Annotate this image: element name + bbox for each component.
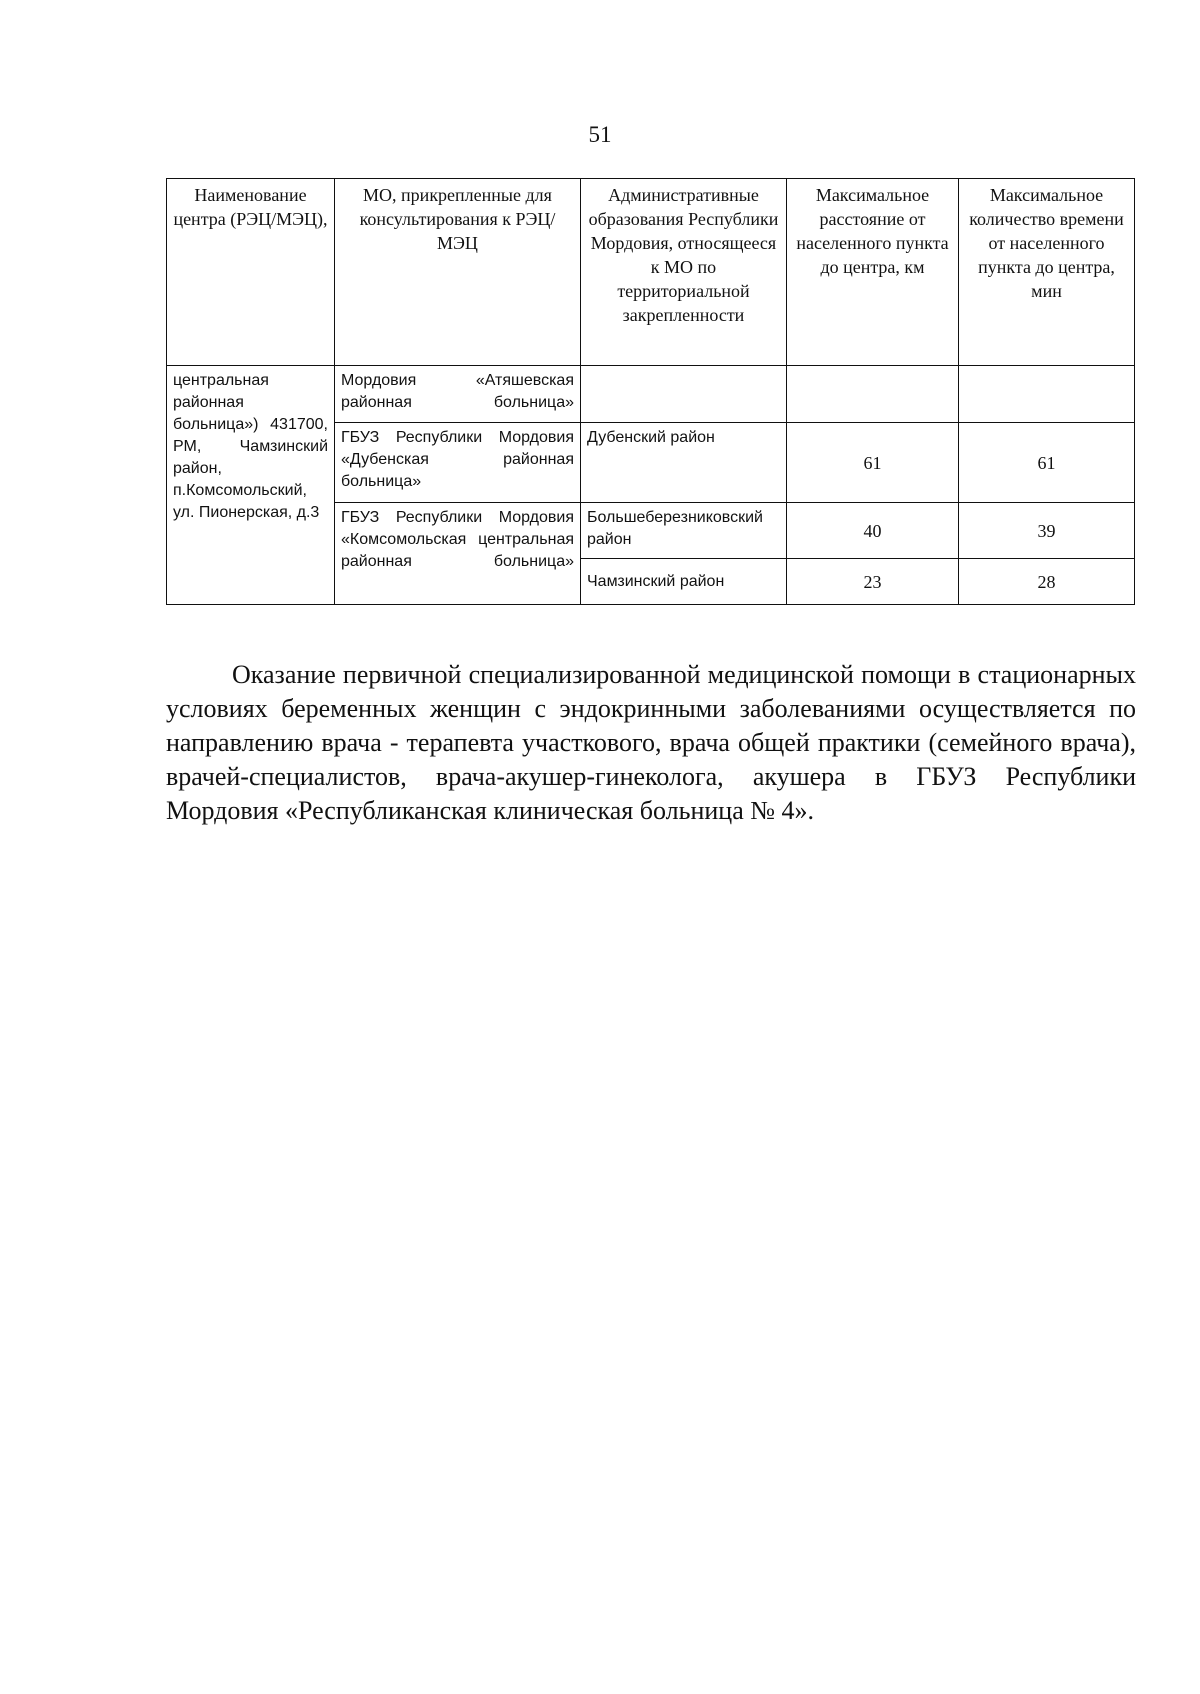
header-max-distance: Максимальное расстояние от населенного пункта до центра, км xyxy=(787,179,959,366)
time-cell: 61 xyxy=(959,423,1135,503)
time-cell: 39 xyxy=(959,503,1135,559)
header-center-name: Наименование центра (РЭЦ/МЭЦ), xyxy=(167,179,335,366)
table-row xyxy=(167,366,1135,423)
admin-cell: Чамзинский район xyxy=(581,559,787,605)
body-paragraph: Оказание первичной специализированной медицинской помощи в стационарных условиях беременных женщин с эндокринными заболеваниями осуществляется по направлению врача - терапевта участкового, врача общей практики (семейного врача), врачей-специалистов, врача-акушер-гинеколога, акушера в ГБУЗ Республики Мордовия «Республиканская клиническая больница № 4». xyxy=(166,660,1136,825)
center-address-cell: центральная районная больница») 431700, РМ, Чамзинский район, п.Комсомольский, ул. Пионерская, д.3 xyxy=(167,366,335,605)
admin-cell xyxy=(581,366,787,423)
distance-cell: 61 xyxy=(787,423,959,503)
mo-cell: ГБУЗ Республики Мордовия «Дубенская районная больница» xyxy=(335,423,581,503)
header-max-time: Максимальное количество времени от населенного пункта до центра, мин xyxy=(959,179,1135,366)
distance-cell xyxy=(787,366,959,423)
time-cell: 28 xyxy=(959,559,1135,605)
header-mo: МО, прикрепленные для консультирования к РЭЦ/МЭЦ xyxy=(335,179,581,366)
table-header-row xyxy=(167,179,1135,366)
mo-cell: ГБУЗ Республики Мордовия «Комсомольская центральная районная больница» xyxy=(335,503,581,605)
distance-cell: 40 xyxy=(787,503,959,559)
distance-cell: 23 xyxy=(787,559,959,605)
admin-cell: Дубенский район xyxy=(581,423,787,503)
admin-cell: Большеберезниковский район xyxy=(581,503,787,559)
header-admin: Административные образования Республики Мордовия, относящееся к МО по территориальной закрепленности xyxy=(581,179,787,366)
hospital-table xyxy=(166,178,1135,605)
time-cell xyxy=(959,366,1135,423)
page-number: 51 xyxy=(588,122,612,147)
mo-cell: Мордовия «Атяшевская районная больница» xyxy=(335,366,581,423)
